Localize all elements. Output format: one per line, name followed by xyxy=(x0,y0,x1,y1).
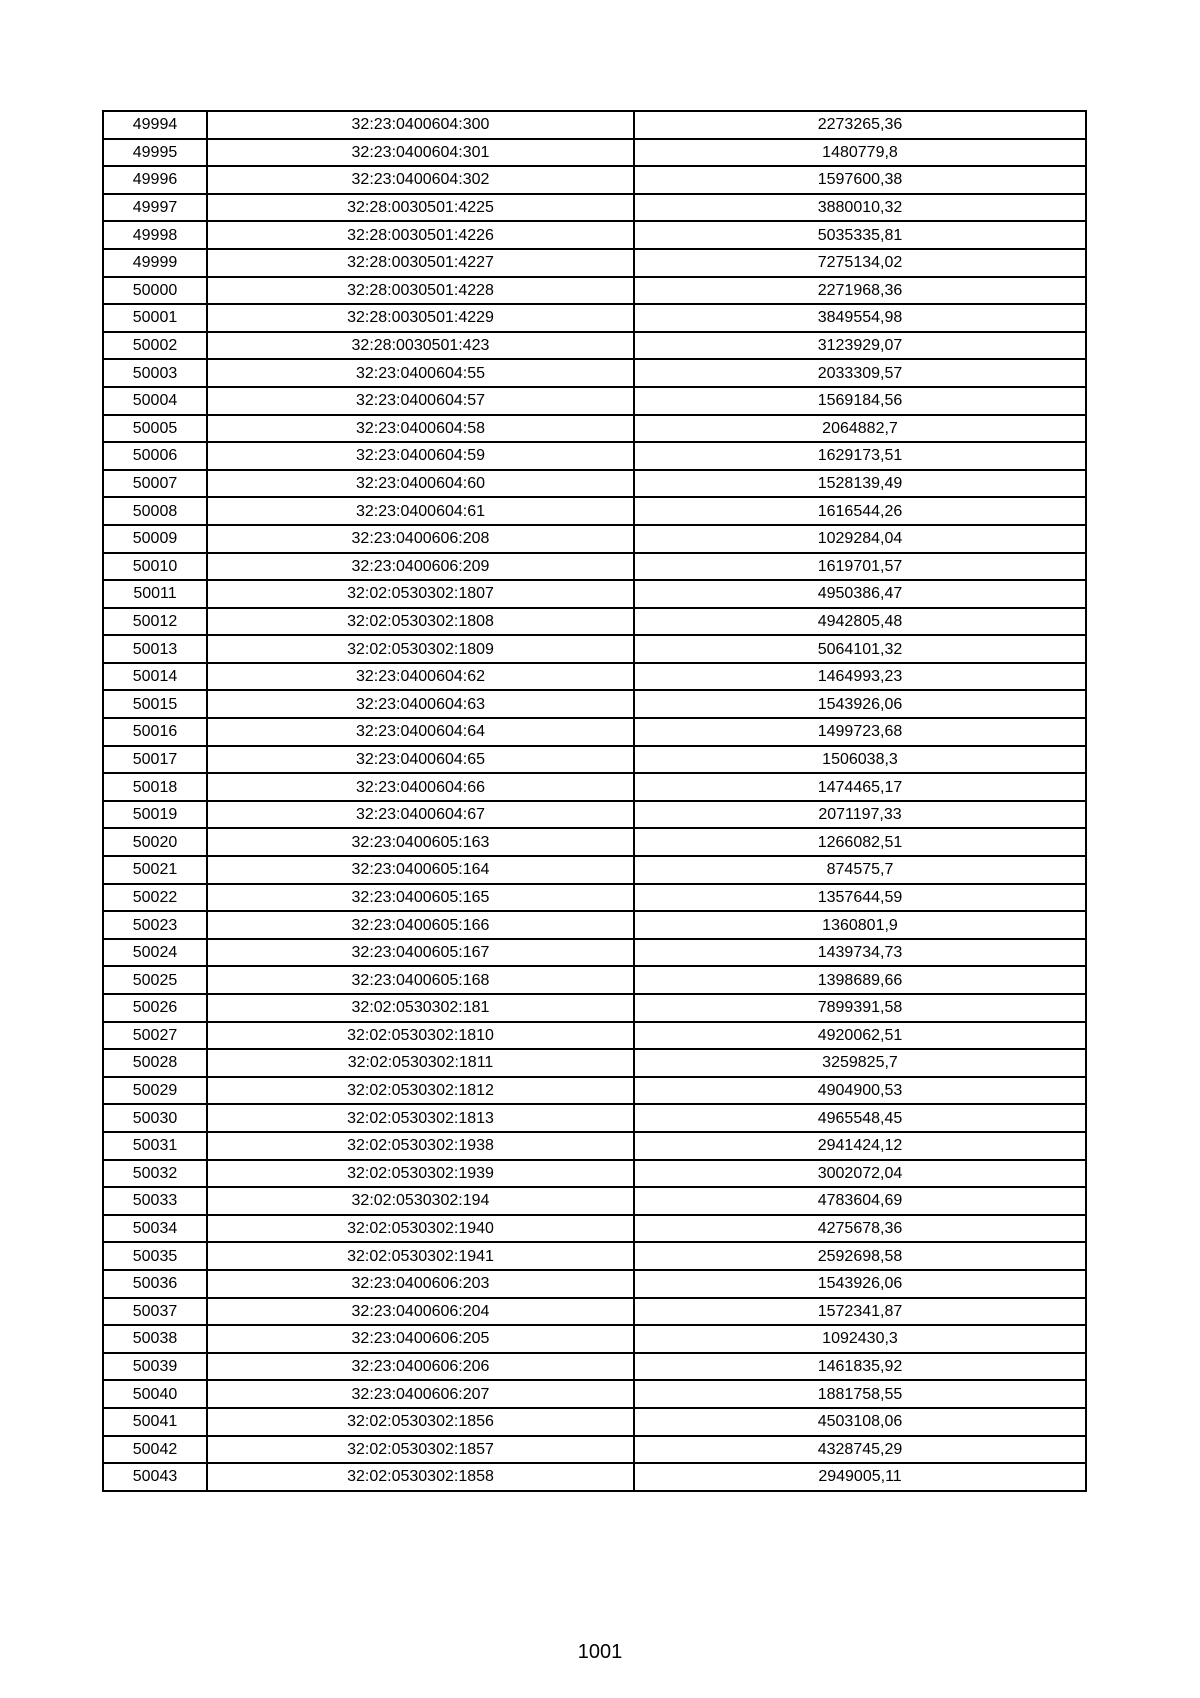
row-number-cell: 50005 xyxy=(103,415,207,443)
cadastral-number-cell: 32:23:0400604:66 xyxy=(207,773,634,801)
cadastral-number-cell: 32:28:0030501:4225 xyxy=(207,194,634,222)
table-row xyxy=(103,1436,1086,1464)
row-number-cell: 50012 xyxy=(103,608,207,636)
cadastral-value-cell: 4965548,45 xyxy=(634,1104,1086,1132)
row-number-cell: 50002 xyxy=(103,332,207,360)
cadastral-number-cell: 32:23:0400604:55 xyxy=(207,359,634,387)
cadastral-number-cell: 32:23:0400606:207 xyxy=(207,1380,634,1408)
cadastral-value-cell: 4950386,47 xyxy=(634,580,1086,608)
cadastral-number-cell: 32:23:0400606:204 xyxy=(207,1298,634,1326)
cadastral-value-cell: 1439734,73 xyxy=(634,939,1086,967)
row-number-cell: 49995 xyxy=(103,139,207,167)
cadastral-number-cell: 32:23:0400606:203 xyxy=(207,1270,634,1298)
table-row xyxy=(103,1104,1086,1132)
cadastral-value-cell: 2071197,33 xyxy=(634,801,1086,829)
table-row xyxy=(103,1325,1086,1353)
row-number-cell: 50040 xyxy=(103,1380,207,1408)
table-row xyxy=(103,553,1086,581)
cadastral-number-cell: 32:23:0400604:302 xyxy=(207,166,634,194)
cadastral-value-cell: 5064101,32 xyxy=(634,635,1086,663)
row-number-cell: 50033 xyxy=(103,1187,207,1215)
cadastral-value-cell: 1543926,06 xyxy=(634,690,1086,718)
cadastral-number-cell: 32:02:0530302:1809 xyxy=(207,635,634,663)
table-row xyxy=(103,1132,1086,1160)
table-row xyxy=(103,277,1086,305)
cadastral-number-cell: 32:23:0400605:163 xyxy=(207,828,634,856)
cadastral-value-cell: 3002072,04 xyxy=(634,1160,1086,1188)
cadastral-number-cell: 32:23:0400604:65 xyxy=(207,746,634,774)
cadastral-number-cell: 32:02:0530302:1938 xyxy=(207,1132,634,1160)
row-number-cell: 50039 xyxy=(103,1353,207,1381)
row-number-cell: 50034 xyxy=(103,1215,207,1243)
row-number-cell: 50010 xyxy=(103,553,207,581)
cadastral-number-cell: 32:23:0400605:168 xyxy=(207,966,634,994)
cadastral-number-cell: 32:23:0400604:62 xyxy=(207,663,634,691)
row-number-cell: 50008 xyxy=(103,497,207,525)
table-row xyxy=(103,387,1086,415)
row-number-cell: 50035 xyxy=(103,1242,207,1270)
cadastral-value-cell: 3259825,7 xyxy=(634,1049,1086,1077)
cadastral-value-cell: 4275678,36 xyxy=(634,1215,1086,1243)
cadastral-number-cell: 32:02:0530302:1811 xyxy=(207,1049,634,1077)
row-number-cell: 50018 xyxy=(103,773,207,801)
table-row xyxy=(103,580,1086,608)
cadastral-number-cell: 32:23:0400604:60 xyxy=(207,470,634,498)
cadastral-number-cell: 32:23:0400606:205 xyxy=(207,1325,634,1353)
row-number-cell: 50003 xyxy=(103,359,207,387)
row-number-cell: 50020 xyxy=(103,828,207,856)
cadastral-value-cell: 2949005,11 xyxy=(634,1463,1086,1491)
cadastral-number-cell: 32:28:0030501:4226 xyxy=(207,221,634,249)
cadastral-number-cell: 32:02:0530302:1941 xyxy=(207,1242,634,1270)
cadastral-number-cell: 32:23:0400604:61 xyxy=(207,497,634,525)
cadastral-value-cell: 2273265,36 xyxy=(634,111,1086,139)
row-number-cell: 50014 xyxy=(103,663,207,691)
row-number-cell: 50041 xyxy=(103,1408,207,1436)
row-number-cell: 50043 xyxy=(103,1463,207,1491)
cadastral-value-cell: 1029284,04 xyxy=(634,525,1086,553)
table-row xyxy=(103,718,1086,746)
row-number-cell: 50011 xyxy=(103,580,207,608)
cadastral-value-cell: 2064882,7 xyxy=(634,415,1086,443)
cadastral-number-cell: 32:23:0400604:64 xyxy=(207,718,634,746)
cadastral-number-cell: 32:02:0530302:1857 xyxy=(207,1436,634,1464)
cadastral-number-cell: 32:23:0400604:58 xyxy=(207,415,634,443)
table-row xyxy=(103,1160,1086,1188)
table-row xyxy=(103,359,1086,387)
table-row xyxy=(103,1408,1086,1436)
cadastral-value-cell: 2033309,57 xyxy=(634,359,1086,387)
table-row xyxy=(103,1298,1086,1326)
cadastral-value-cell: 1881758,55 xyxy=(634,1380,1086,1408)
table-row xyxy=(103,801,1086,829)
cadastral-value-cell: 4328745,29 xyxy=(634,1436,1086,1464)
cadastral-number-cell: 32:02:0530302:1807 xyxy=(207,580,634,608)
table-row xyxy=(103,856,1086,884)
table-row xyxy=(103,221,1086,249)
table-row xyxy=(103,1049,1086,1077)
cadastral-value-cell: 1357644,59 xyxy=(634,884,1086,912)
cadastral-number-cell: 32:23:0400604:63 xyxy=(207,690,634,718)
table-row xyxy=(103,939,1086,967)
row-number-cell: 50028 xyxy=(103,1049,207,1077)
cadastral-value-cell: 1360801,9 xyxy=(634,911,1086,939)
cadastral-value-cell: 1619701,57 xyxy=(634,553,1086,581)
row-number-cell: 50038 xyxy=(103,1325,207,1353)
row-number-cell: 49999 xyxy=(103,249,207,277)
table-row xyxy=(103,525,1086,553)
row-number-cell: 50026 xyxy=(103,994,207,1022)
cadastral-value-cell: 7275134,02 xyxy=(634,249,1086,277)
cadastral-value-cell: 1616544,26 xyxy=(634,497,1086,525)
row-number-cell: 50007 xyxy=(103,470,207,498)
row-number-cell: 50006 xyxy=(103,442,207,470)
cadastral-value-cell: 1464993,23 xyxy=(634,663,1086,691)
cadastral-number-cell: 32:23:0400605:166 xyxy=(207,911,634,939)
cadastral-value-cell: 2271968,36 xyxy=(634,277,1086,305)
cadastral-value-cell: 1506038,3 xyxy=(634,746,1086,774)
cadastral-number-cell: 32:23:0400605:165 xyxy=(207,884,634,912)
cadastral-value-cell: 4904900,53 xyxy=(634,1077,1086,1105)
cadastral-value-cell: 3880010,32 xyxy=(634,194,1086,222)
row-number-cell: 50017 xyxy=(103,746,207,774)
table-row xyxy=(103,1187,1086,1215)
cadastral-number-cell: 32:23:0400606:209 xyxy=(207,553,634,581)
cadastral-number-cell: 32:28:0030501:423 xyxy=(207,332,634,360)
cadastral-number-cell: 32:23:0400605:167 xyxy=(207,939,634,967)
cadastral-number-cell: 32:23:0400604:301 xyxy=(207,139,634,167)
cadastral-value-cell: 874575,7 xyxy=(634,856,1086,884)
row-number-cell: 50016 xyxy=(103,718,207,746)
table-row xyxy=(103,1242,1086,1270)
table-row xyxy=(103,663,1086,691)
table-row xyxy=(103,249,1086,277)
cadastral-number-cell: 32:28:0030501:4229 xyxy=(207,304,634,332)
cadastral-value-cell: 4920062,51 xyxy=(634,1022,1086,1050)
table-row xyxy=(103,470,1086,498)
cadastral-number-cell: 32:02:0530302:1858 xyxy=(207,1463,634,1491)
cadastral-value-cell: 4942805,48 xyxy=(634,608,1086,636)
cadastral-value-cell: 1092430,3 xyxy=(634,1325,1086,1353)
table-row xyxy=(103,139,1086,167)
table-row xyxy=(103,690,1086,718)
table-row xyxy=(103,1380,1086,1408)
row-number-cell: 50009 xyxy=(103,525,207,553)
cadastral-number-cell: 32:23:0400605:164 xyxy=(207,856,634,884)
cadastral-number-cell: 32:02:0530302:1808 xyxy=(207,608,634,636)
row-number-cell: 50042 xyxy=(103,1436,207,1464)
cadastral-value-cell: 1474465,17 xyxy=(634,773,1086,801)
row-number-cell: 50023 xyxy=(103,911,207,939)
table-row xyxy=(103,608,1086,636)
row-number-cell: 49997 xyxy=(103,194,207,222)
row-number-cell: 49996 xyxy=(103,166,207,194)
page-number: 1001 xyxy=(577,1641,623,1663)
cadastral-number-cell: 32:02:0530302:181 xyxy=(207,994,634,1022)
table-row xyxy=(103,1077,1086,1105)
cadastral-number-cell: 32:23:0400604:57 xyxy=(207,387,634,415)
row-number-cell: 50036 xyxy=(103,1270,207,1298)
cadastral-value-cell: 1398689,66 xyxy=(634,966,1086,994)
cadastral-number-cell: 32:02:0530302:1940 xyxy=(207,1215,634,1243)
table-row xyxy=(103,994,1086,1022)
row-number-cell: 50022 xyxy=(103,884,207,912)
table-row xyxy=(103,1463,1086,1491)
table-row xyxy=(103,497,1086,525)
cadastral-value-cell: 4503108,06 xyxy=(634,1408,1086,1436)
table-row xyxy=(103,911,1086,939)
row-number-cell: 50029 xyxy=(103,1077,207,1105)
cadastral-number-cell: 32:02:0530302:1856 xyxy=(207,1408,634,1436)
row-number-cell: 50021 xyxy=(103,856,207,884)
cadastral-value-cell: 5035335,81 xyxy=(634,221,1086,249)
table-row xyxy=(103,746,1086,774)
cadastral-value-cell: 1597600,38 xyxy=(634,166,1086,194)
cadastral-number-cell: 32:23:0400604:300 xyxy=(207,111,634,139)
cadastral-number-cell: 32:02:0530302:1813 xyxy=(207,1104,634,1132)
table-row xyxy=(103,1022,1086,1050)
cadastral-value-cell: 2592698,58 xyxy=(634,1242,1086,1270)
table-row xyxy=(103,1353,1086,1381)
row-number-cell: 50004 xyxy=(103,387,207,415)
cadastral-value-cell: 3849554,98 xyxy=(634,304,1086,332)
row-number-cell: 50024 xyxy=(103,939,207,967)
cadastral-value-cell: 4783604,69 xyxy=(634,1187,1086,1215)
row-number-cell: 50001 xyxy=(103,304,207,332)
cadastral-number-cell: 32:28:0030501:4228 xyxy=(207,277,634,305)
table-row xyxy=(103,415,1086,443)
cadastral-value-cell: 1461835,92 xyxy=(634,1353,1086,1381)
table-row xyxy=(103,1270,1086,1298)
row-number-cell: 50015 xyxy=(103,690,207,718)
cadastral-number-cell: 32:28:0030501:4227 xyxy=(207,249,634,277)
row-number-cell: 49994 xyxy=(103,111,207,139)
row-number-cell: 49998 xyxy=(103,221,207,249)
cadastral-value-cell: 1629173,51 xyxy=(634,442,1086,470)
cadastral-value-cell: 1569184,56 xyxy=(634,387,1086,415)
cadastral-value-cell: 1543926,06 xyxy=(634,1270,1086,1298)
row-number-cell: 50031 xyxy=(103,1132,207,1160)
cadastral-number-cell: 32:23:0400604:59 xyxy=(207,442,634,470)
table-row xyxy=(103,884,1086,912)
cadastral-value-cell: 1480779,8 xyxy=(634,139,1086,167)
table-row xyxy=(103,194,1086,222)
table-row xyxy=(103,332,1086,360)
cadastral-value-cell: 1528139,49 xyxy=(634,470,1086,498)
table-row xyxy=(103,166,1086,194)
cadastral-value-cell: 1572341,87 xyxy=(634,1298,1086,1326)
row-number-cell: 50000 xyxy=(103,277,207,305)
table-row xyxy=(103,828,1086,856)
cadastral-number-cell: 32:02:0530302:1939 xyxy=(207,1160,634,1188)
row-number-cell: 50019 xyxy=(103,801,207,829)
cadastral-number-cell: 32:23:0400604:67 xyxy=(207,801,634,829)
cadastral-value-cell: 3123929,07 xyxy=(634,332,1086,360)
row-number-cell: 50037 xyxy=(103,1298,207,1326)
row-number-cell: 50025 xyxy=(103,966,207,994)
table-row xyxy=(103,1215,1086,1243)
cadastral-value-table xyxy=(102,110,1087,1492)
table-row xyxy=(103,773,1086,801)
cadastral-number-cell: 32:02:0530302:194 xyxy=(207,1187,634,1215)
cadastral-number-cell: 32:23:0400606:206 xyxy=(207,1353,634,1381)
table-row xyxy=(103,304,1086,332)
row-number-cell: 50030 xyxy=(103,1104,207,1132)
table-body xyxy=(103,111,1086,1491)
cadastral-value-cell: 1499723,68 xyxy=(634,718,1086,746)
table-row xyxy=(103,442,1086,470)
row-number-cell: 50013 xyxy=(103,635,207,663)
table-row xyxy=(103,966,1086,994)
row-number-cell: 50032 xyxy=(103,1160,207,1188)
cadastral-value-cell: 2941424,12 xyxy=(634,1132,1086,1160)
cadastral-value-cell: 1266082,51 xyxy=(634,828,1086,856)
cadastral-value-cell: 7899391,58 xyxy=(634,994,1086,1022)
table-row xyxy=(103,635,1086,663)
cadastral-number-cell: 32:02:0530302:1810 xyxy=(207,1022,634,1050)
row-number-cell: 50027 xyxy=(103,1022,207,1050)
cadastral-number-cell: 32:23:0400606:208 xyxy=(207,525,634,553)
table-row xyxy=(103,111,1086,139)
cadastral-number-cell: 32:02:0530302:1812 xyxy=(207,1077,634,1105)
